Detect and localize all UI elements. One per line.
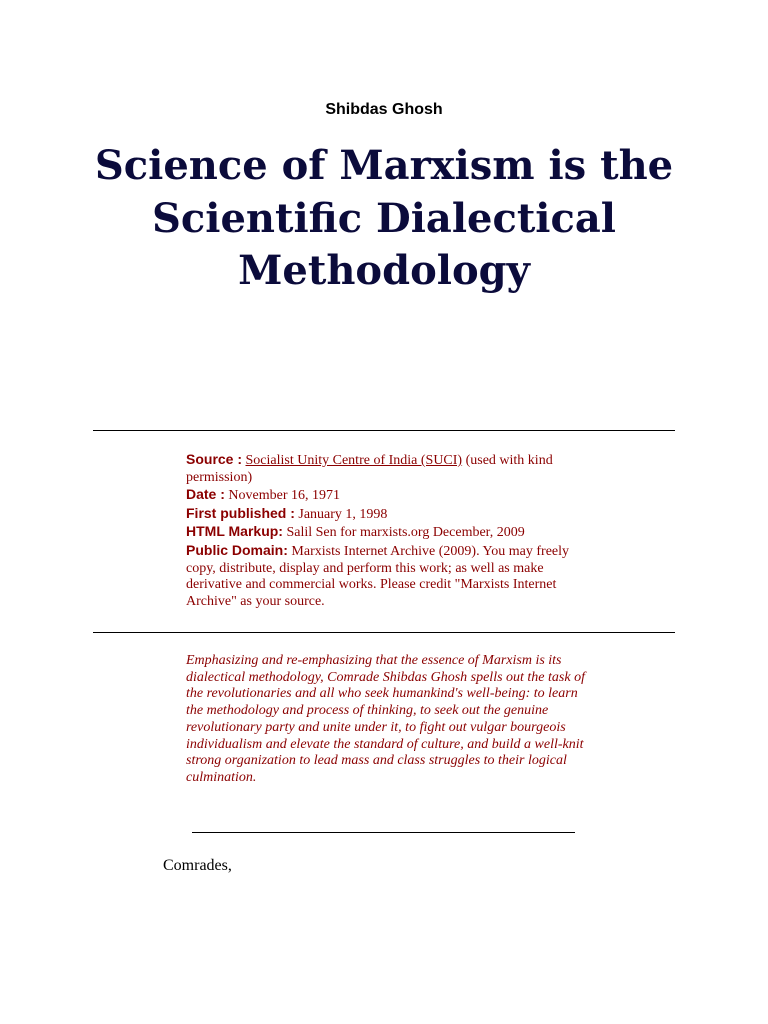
page-title: Science of Marxism is the Scientific Dialectical Methodology xyxy=(94,142,674,294)
source-info xyxy=(186,451,578,610)
date-value: November 16, 1971 xyxy=(224,488,340,504)
html-markup-label: HTML Markup: xyxy=(186,523,283,540)
salutation: Comrades, xyxy=(163,857,232,874)
date-label: Date : xyxy=(186,486,225,503)
source-label: Source : xyxy=(186,451,243,467)
divider-top xyxy=(93,430,675,431)
abstract-text: Emphasizing and re-emphasizing that the essence of Marxism is its dialectical methodology, Comrade Shibdas Ghosh spells out the task of the revolutionaries and all who seek humankind's well-being: to learn the methodology and process of thinking, to seek out the genuine revolutionary party and unite under it, to fight out vulgar bourgeois individualism and elevate the standard of culture, and build a well-knit strong organization to lead mass and class struggles to their logical culmination. xyxy=(186,653,585,785)
first-published-label: First published : xyxy=(186,504,295,521)
author-name: Shibdas Ghosh xyxy=(325,101,443,118)
public-domain-label: Public Domain: xyxy=(186,541,288,558)
first-published-value: January 1, 1998 xyxy=(294,506,388,522)
html-markup-value: Salil Sen for marxists.org December, 2009 xyxy=(282,525,525,541)
divider-short xyxy=(192,832,575,833)
divider-middle xyxy=(93,632,675,633)
source-link[interactable]: Socialist Unity Centre of India (SUCI) xyxy=(245,453,463,468)
source-suffix: (used with kind permission) xyxy=(186,453,553,485)
public-domain-value: Marxists Internet Archive (2009). You may freely copy, distribute, display and perform this work; as well as make derivative and commercial works. Please credit "Marxists Internet Archive" as your source. xyxy=(186,543,570,609)
